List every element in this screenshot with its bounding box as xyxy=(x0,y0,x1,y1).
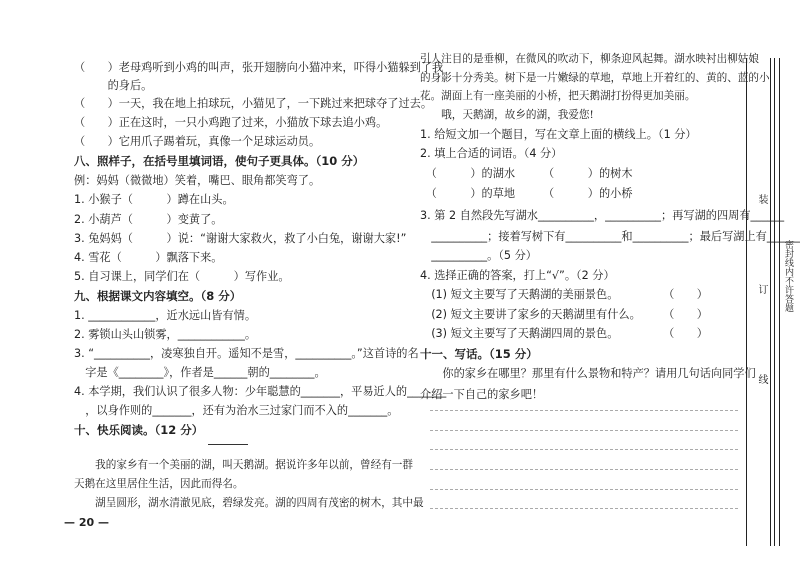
writing-line xyxy=(430,489,738,490)
binding-char-xian: 线 xyxy=(756,374,767,385)
section-11-title: 十一、写话。（15 分） xyxy=(420,347,538,361)
binding-rule xyxy=(770,58,771,546)
section-8-item-2: 2. 小葫芦（ ）变黄了。 xyxy=(74,213,223,226)
reading-q2-row1: （ ）的湖水 （ ）的树木 xyxy=(420,167,633,180)
page-number: — 20 — xyxy=(64,516,109,529)
reading-q3-end: __________。（5 分） xyxy=(420,249,537,262)
reading-q4: 4. 选择正确的答案，打上“√”。（2 分） xyxy=(420,269,615,282)
q-order-1: （ ）老母鸡听到小鸡的叫声，张开翅膀向小猫冲来，吓得小猫躲到了我 xyxy=(74,61,444,74)
writing-line xyxy=(430,508,738,509)
reading-q4-option-1: (1) 短文主要写了天鹅湖的美丽景色。 （ ） xyxy=(420,288,708,301)
writing-line xyxy=(430,449,738,450)
section-9-item-3-cont: 字是《________》，作者是______朝的________。 xyxy=(74,366,326,379)
section-8-item-5: 5. 自习课上，同学们在（ ）写作业。 xyxy=(74,270,290,283)
section-9-item-1: 1. ____________，近水远山皆有情。 xyxy=(74,309,257,322)
section-9-title: 九、根据课文内容填空。（8 分） xyxy=(74,289,242,303)
binding-rule xyxy=(774,58,775,546)
writing-line xyxy=(430,469,738,470)
binding-char-zhuang: 装 xyxy=(756,194,767,205)
title-blank-line xyxy=(208,444,248,445)
section-9-item-2: 2. 雾锁山头山锁雾，____________。 xyxy=(74,328,257,341)
writing-prompt-1: 你的家乡在哪里？那里有什么景物和特产？请用几句话向同学们 xyxy=(420,367,756,380)
section-8-item-3: 3. 兔妈妈（ ）说：“谢谢大家救火，救了小白兔，谢谢大家!” xyxy=(74,232,407,245)
writing-line xyxy=(430,430,738,431)
passage-line-7: 哦，天鹅湖，故乡的湖，我爱您! xyxy=(420,109,594,121)
passage-line-3: 湖呈圆形，湖水清澈见底，碧绿发亮。湖的四周有茂密的树木，其中最 xyxy=(74,497,424,509)
section-9-item-3: 3. “__________，凌寒独自开。遥知不是雪，__________。”这首诗的名 xyxy=(74,347,419,360)
section-10-title: 十、快乐阅读。（12 分） xyxy=(74,423,204,437)
reading-q3: 3. 第 2 自然段先写湖水__________，__________；再写湖的四周有______ xyxy=(420,209,785,222)
passage-line-1: 我的家乡有一个美丽的湖，叫天鹅湖。据说许多年以前，曾经有一群 xyxy=(74,459,413,471)
binding-margin xyxy=(746,58,787,546)
passage-line-4: 引人注目的是垂柳，在微风的吹动下，柳条迎风起舞。湖水映衬出柳姑娘 xyxy=(420,53,759,65)
reading-q4-option-3: (3) 短文主要写了天鹅湖四周的景色。 （ ） xyxy=(420,327,708,340)
section-8-example: 例：妈妈（微微地）笑着，嘴巴、眼角都笑弯了。 xyxy=(74,174,321,187)
section-9-item-4-cont: ，以身作则的_______，还有为治水三过家门而不入的_______。 xyxy=(74,404,399,417)
reading-q2-row2: （ ）的草地 （ ）的小桥 xyxy=(420,187,633,200)
reading-q4-option-2: (2) 短文主要讲了家乡的天鹅湖里有什么。 （ ） xyxy=(420,308,708,321)
passage-line-2: 天鹅在这里居住生活，因此而得名。 xyxy=(74,478,244,490)
writing-line xyxy=(430,410,738,411)
binding-rule xyxy=(779,58,780,546)
passage-line-6: 花。湖面上有一座美丽的小桥，把天鹅湖打扮得更加美丽。 xyxy=(420,90,696,102)
reading-q2: 2. 填上合适的词语。（4 分） xyxy=(420,147,563,160)
binding-notice: 密封线内不许答题 xyxy=(783,240,793,312)
section-8-item-1: 1. 小猴子（ ）蹲在山头。 xyxy=(74,193,234,206)
q-order-2: （ ）一天，我在地上拍球玩，小猫见了，一下跳过来把球夺了过去。 xyxy=(74,97,433,110)
q-order-4: （ ）它用爪子踢着玩，真像一个足球运动员。 xyxy=(74,135,321,148)
section-9-item-4: 4. 本学期，我们认识了很多人物：少年聪慧的_______，平易近人的_______ xyxy=(74,385,447,398)
section-8-item-4: 4. 雪花（ ）飘落下来。 xyxy=(74,251,223,264)
reading-q3-cont: __________；接着写树下有__________和__________；最后写湖上有______ xyxy=(420,230,800,243)
section-8-title: 八、照样子，在括号里填词语，使句子更具体。（10 分） xyxy=(74,154,365,168)
binding-char-ding: 订 xyxy=(756,284,767,295)
q-order-1-cont: 的身后。 xyxy=(74,79,153,92)
writing-prompt-2: 介绍一下自己的家乡吧！ xyxy=(420,388,544,401)
passage-line-5: 的身影十分秀美。树下是一片嫩绿的草地，草地上开着红的、黄的、蓝的小 xyxy=(420,72,770,84)
q-order-3: （ ）正在这时，一只小鸡跑了过来，小猫放下球去追小鸡。 xyxy=(74,116,388,129)
reading-q1: 1. 给短文加一个题目，写在文章上面的横线上。（1 分） xyxy=(420,128,697,141)
